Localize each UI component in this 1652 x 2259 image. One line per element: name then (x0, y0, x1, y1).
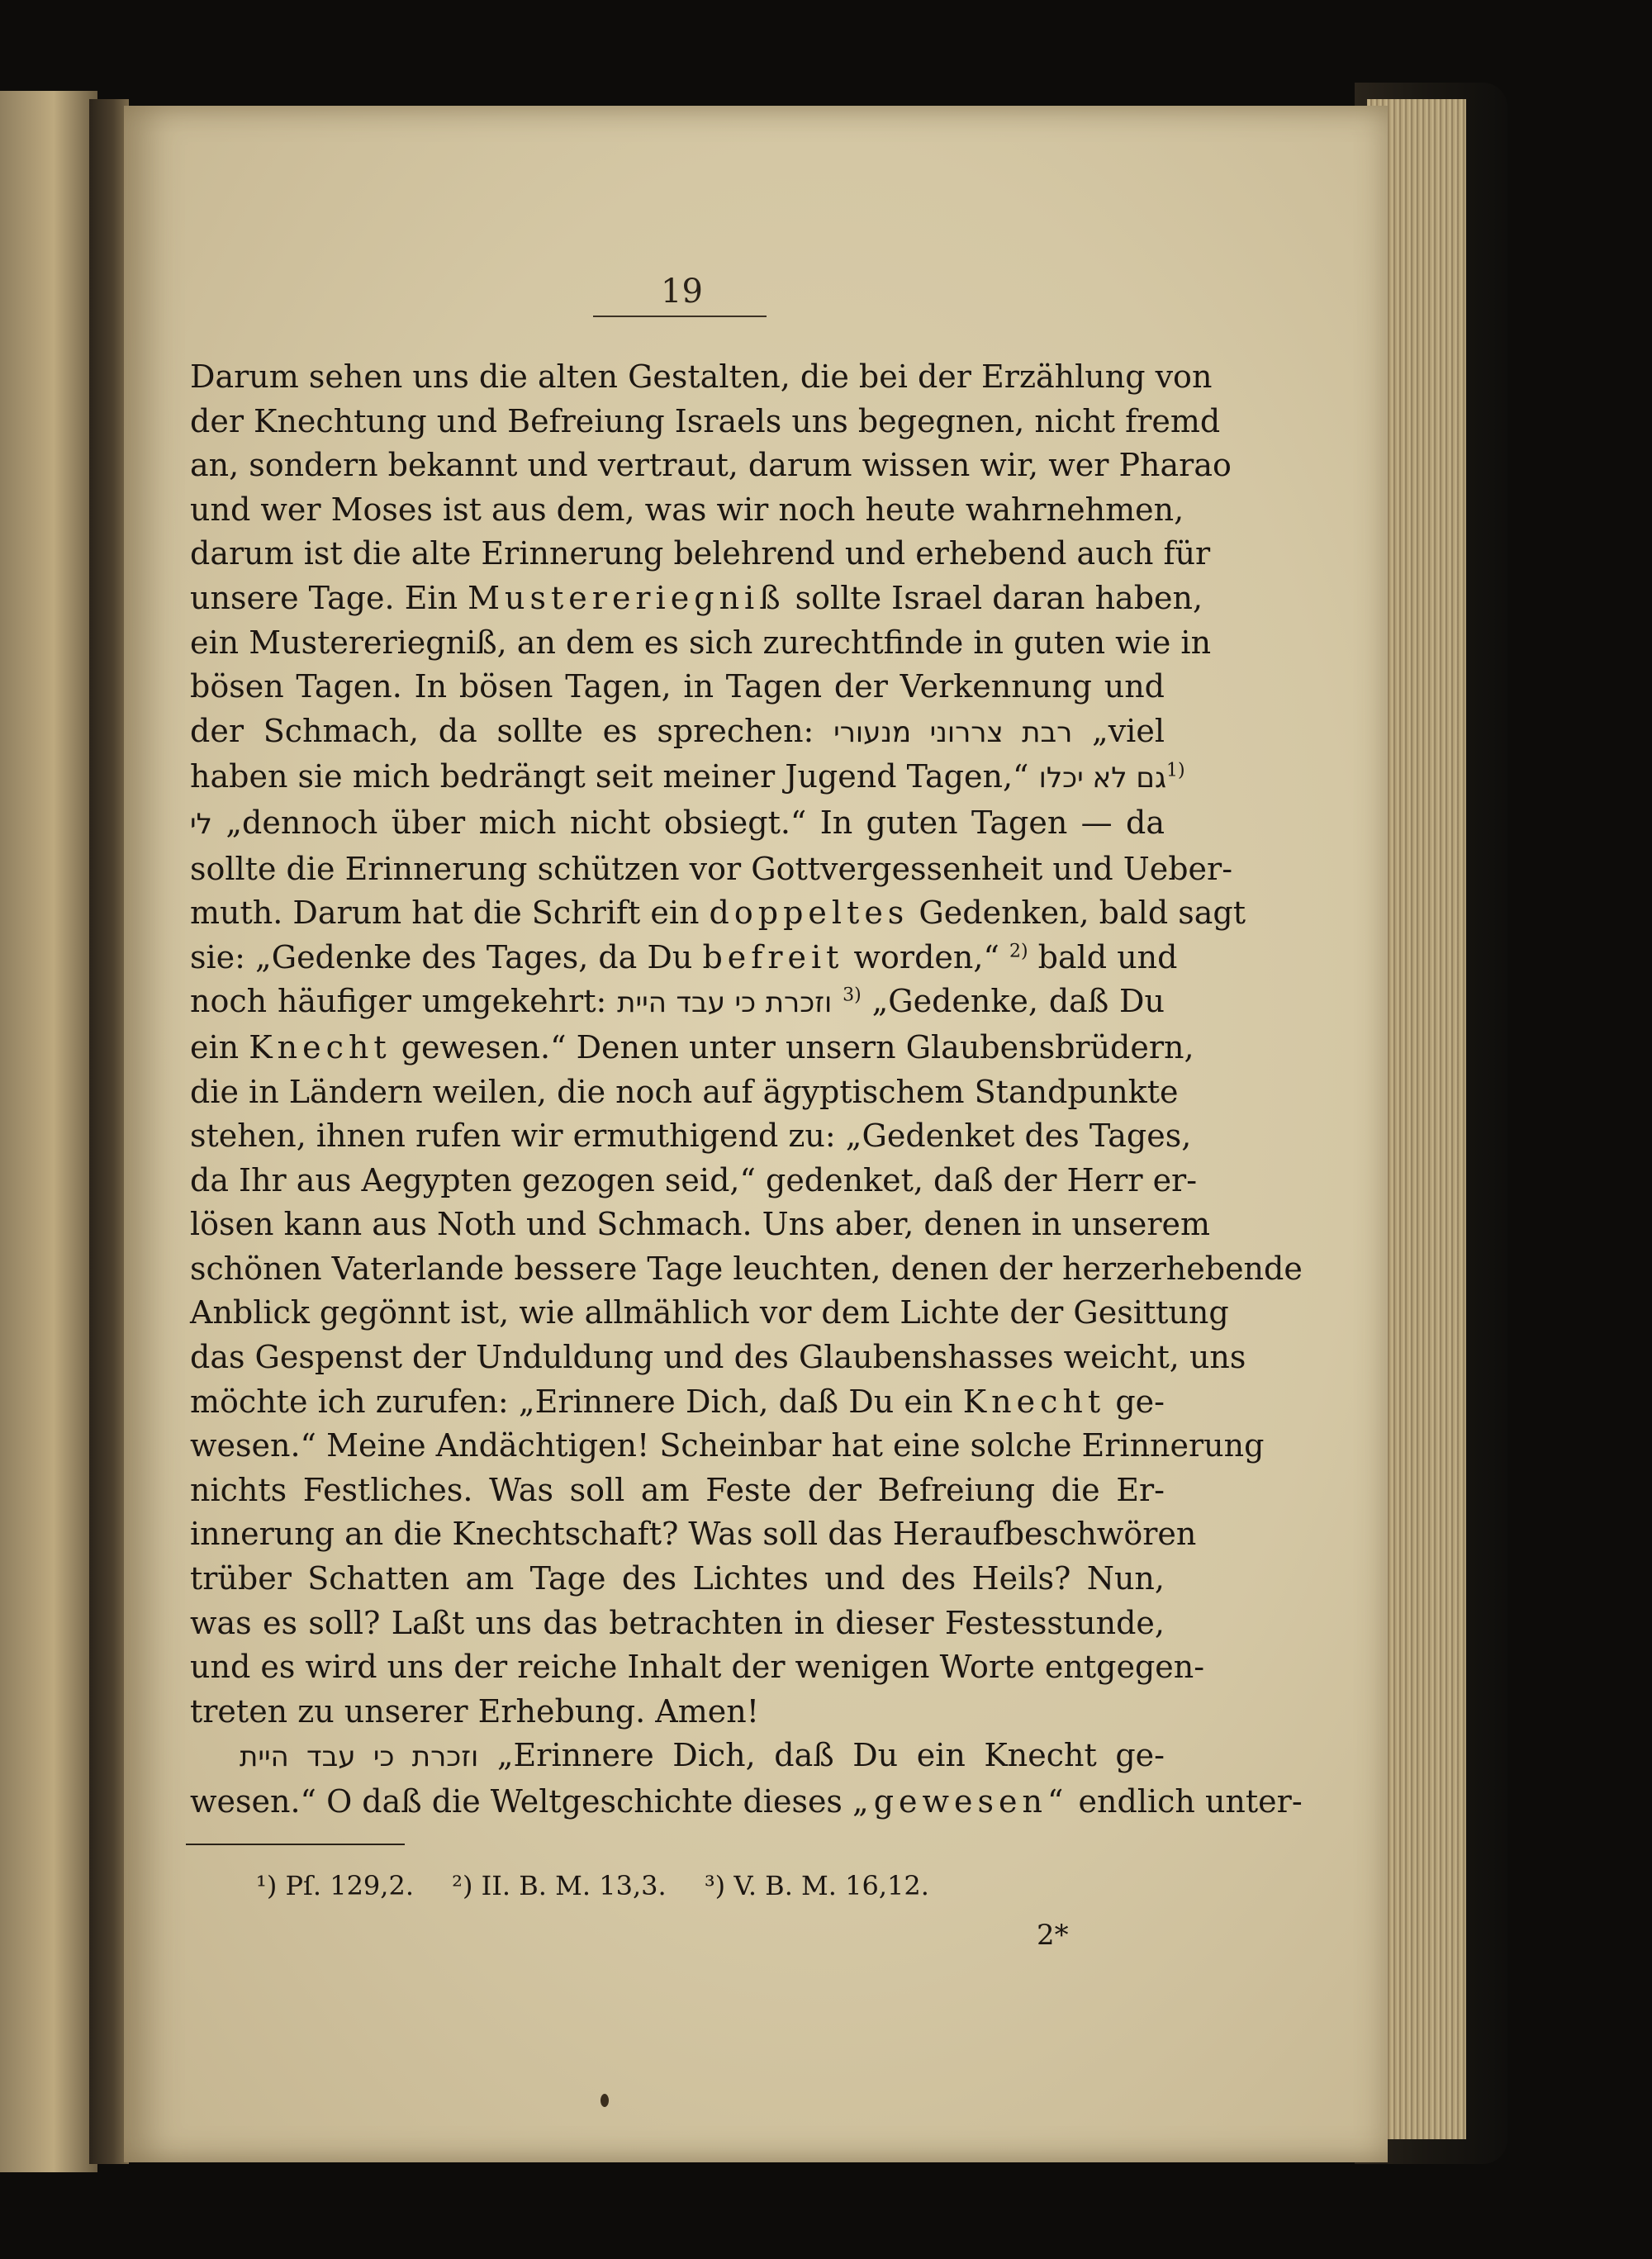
text-segment: „Gedenke, daß Du (871, 983, 1165, 1020)
text-line: das Gespenst der Unduldung und des Glaubenshasses weicht, uns (190, 1339, 1246, 1376)
emphasis: Mustereriegniß (468, 579, 786, 616)
footnote-ref: 1) (1165, 760, 1185, 781)
text-line: und es wird uns der reiche Inhalt der wenigen Worte entgegen- (190, 1649, 1205, 1686)
emphasis: doppeltes (709, 895, 909, 932)
text-line (190, 801, 1165, 847)
hebrew-quote: לי (190, 807, 212, 841)
text-line: was es soll? Laßt uns das betrachten in dieser Festesstunde, (190, 1604, 1165, 1641)
text-segment: möchte ich zurufen: „Erinnere Dich, daß Du ein (190, 1383, 953, 1420)
text-line: treten zu unserer Erhebung. Amen! (190, 1692, 759, 1730)
text-line: schönen Vaterlande bessere Tage leuchten, denen der herzerhebende (190, 1250, 1303, 1287)
text-line (190, 709, 1165, 756)
text-line: sollte die Erinnerung schützen vor Gottvergessenheit und Ueber- (190, 850, 1233, 887)
text-line (190, 980, 1165, 1026)
text-segment: „viel (1092, 712, 1165, 749)
footnotes (256, 1870, 959, 1901)
text-line: unsere Tage. Ein Mustereriegniß sollte Israel daran haben, (190, 579, 1203, 616)
text-line: lösen kann aus Noth und Schmach. Uns aber, denen in unserem (190, 1206, 1211, 1243)
ink-spot (601, 2094, 609, 2107)
text-line: nichts Festliches. Was soll am Feste der Befreiung die Er- (190, 1471, 1165, 1508)
left-page-edge (0, 91, 97, 2172)
text-line: der Knechtung und Befreiung Israels uns begegnen, nicht fremd (190, 402, 1221, 439)
text-segment: worden,“ (853, 938, 999, 975)
footnote-rule (186, 1844, 405, 1845)
emphasis: „gewesen“ (852, 1783, 1069, 1820)
text-segment: Gedenken, bald sagt (919, 895, 1246, 932)
text-segment: ge- (1115, 1383, 1165, 1420)
footnote-ref: 3) (843, 985, 862, 1006)
body-text (190, 355, 1303, 1825)
header-rule (593, 316, 767, 317)
hebrew-quote: וזכרת כי עבד היית (617, 986, 833, 1020)
text-line: innerung an die Knechtschaft? Was soll das Heraufbeschwören (190, 1516, 1197, 1553)
text-line (190, 755, 1185, 801)
text-line (190, 1380, 1165, 1425)
text-line: bösen Tagen. In bösen Tagen, in Tagen der Verkennung und (190, 668, 1165, 705)
text-line: und wer Moses ist aus dem, was wir noch heute wahrnehmen, (190, 491, 1184, 528)
text-segment: muth. Darum hat die Schrift ein (190, 895, 700, 932)
text-segment: noch häufiger umgekehrt: (190, 983, 607, 1020)
text-line: stehen, ihnen rufen wir ermuthigend zu: „Gedenket des Tages, (190, 1118, 1192, 1155)
text-line (190, 1026, 1194, 1070)
hebrew-quote: וזכרת כי עבד היית (240, 1740, 479, 1774)
emphasis: Knecht (249, 1028, 392, 1065)
text-line: an, sondern bekannt und vertraut, darum wissen wir, wer Pharao (190, 447, 1232, 484)
footnote: ²) II. B. M. 13,3. (452, 1870, 667, 1901)
text-segment: ein (190, 1028, 240, 1065)
text-segment: „Erinnere Dich, daß Du ein Knecht ge- (496, 1737, 1165, 1774)
text-line: da Ihr aus Aegypten gezogen seid,“ gedenket, daß der Herr er- (190, 1161, 1198, 1198)
hebrew-quote: רבת צררוני מנעורי (833, 715, 1073, 749)
text-line (190, 936, 1178, 980)
text-line: darum ist die alte Erinnerung belehrend und erhebend auch für (190, 535, 1211, 572)
emphasis: Knecht (962, 1383, 1106, 1420)
printer-signature-mark: 2* (1037, 1919, 1069, 1952)
text-segment: endlich unter- (1078, 1783, 1303, 1820)
text-segment: „dennoch über mich nicht obsiegt.“ In guten Tagen — da (225, 804, 1165, 841)
text-line (190, 1780, 1303, 1825)
hebrew-quote: גם לא יכלו (1038, 762, 1166, 795)
footnote-ref: 2) (1009, 941, 1028, 962)
text-line: wesen.“ Meine Andächtigen! Scheinbar hat eine solche Erinnerung (190, 1427, 1265, 1464)
text-segment: haben sie mich bedrängt seit meiner Jugend Tagen,“ (190, 758, 1029, 795)
text-line: die in Ländern weilen, die noch auf ägyptischem Standpunkte (190, 1073, 1179, 1110)
text-segment: der Schmach, da sollte es sprechen: (190, 712, 814, 749)
text-segment: bald und (1037, 938, 1178, 975)
text-line (190, 891, 1246, 936)
emphasis: befreit (702, 938, 844, 975)
text-line: ein Mustereriegniß, an dem es sich zurechtfinde in guten wie in (190, 624, 1212, 661)
footnote: ³) V. B. M. 16,12. (704, 1870, 929, 1901)
text-segment: gewesen.“ Denen unter unsern Glaubensbrüdern, (401, 1028, 1194, 1065)
text-line (190, 1734, 1165, 1780)
page-number: 19 (661, 273, 703, 311)
text-segment: wesen.“ O daß die Weltgeschichte dieses (190, 1783, 843, 1820)
text-segment: sie: „Gedenke des Tages, da Du (190, 938, 693, 975)
text-line: Anblick gegönnt ist, wie allmählich vor dem Lichte der Gesittung (190, 1294, 1229, 1331)
book-gutter (89, 99, 129, 2164)
footnote: ¹) Pſ. 129,2. (256, 1870, 414, 1901)
text-line: Darum sehen uns die alten Gestalten, die bei der Erzählung von (190, 358, 1213, 395)
text-line: trüber Schatten am Tage des Lichtes und des Heils? Nun, (190, 1560, 1165, 1597)
